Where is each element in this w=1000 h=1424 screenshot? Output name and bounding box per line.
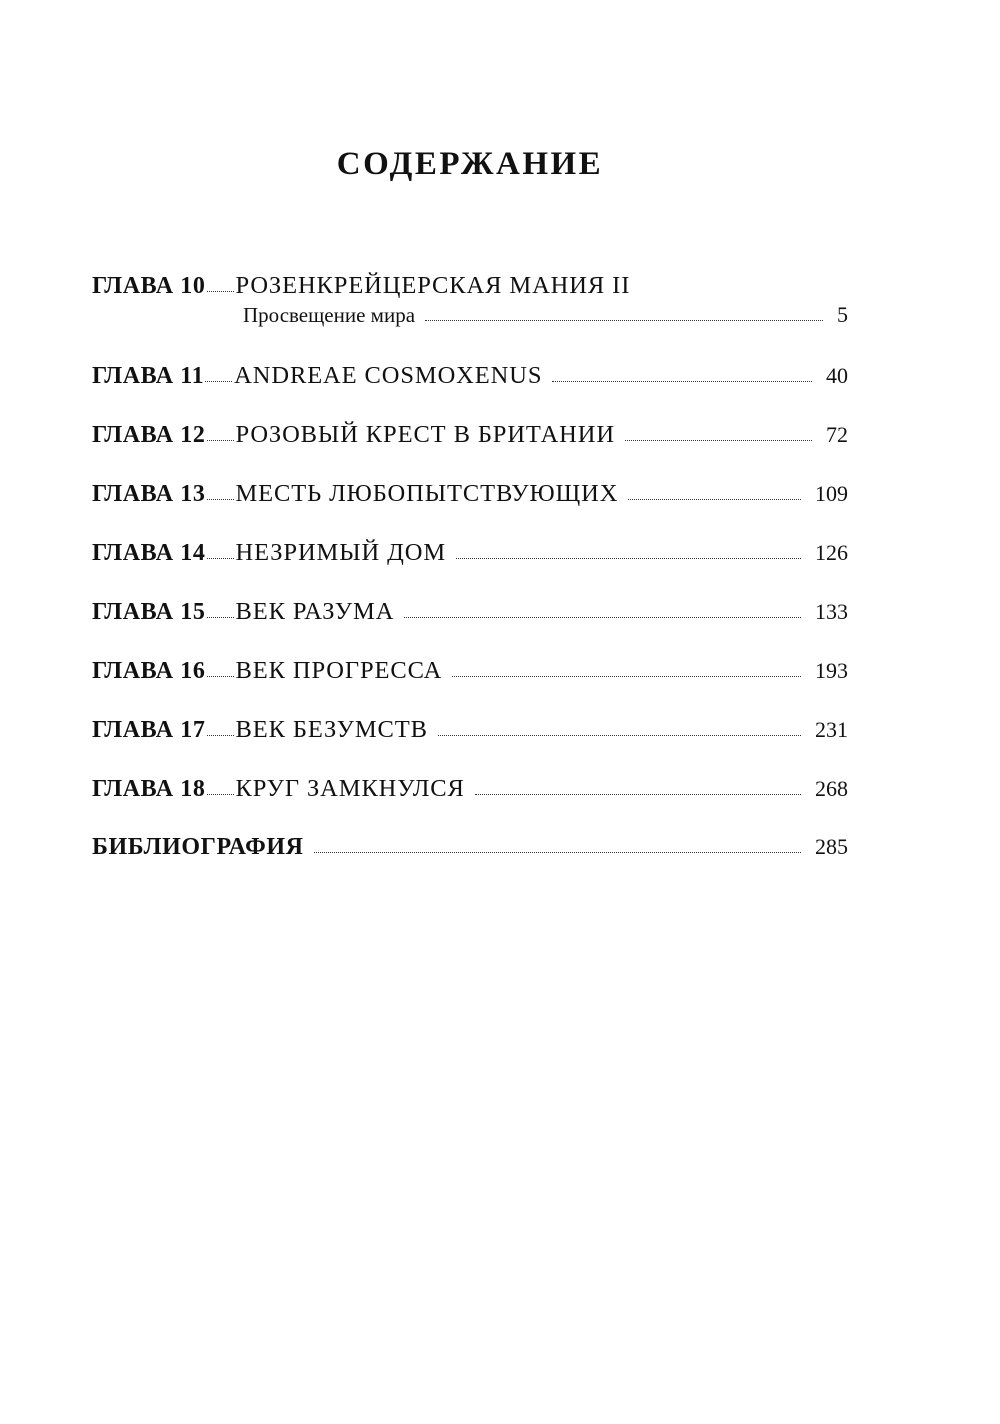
toc-page-number: 268 [815, 776, 848, 801]
toc-leader [207, 617, 234, 618]
toc-leader [207, 440, 234, 441]
toc-page-number: 193 [815, 658, 848, 683]
toc-page-number: 72 [826, 422, 848, 447]
toc-leader [628, 499, 801, 500]
toc-leader [452, 676, 801, 677]
toc-chapter-title: НЕЗРИМЫЙ ДОМ [235, 539, 447, 566]
page-title: СОДЕРЖАНИЕ [336, 146, 604, 182]
toc-page-number: 5 [837, 302, 848, 327]
toc-chapter-title: ВЕК РАЗУМА [235, 598, 395, 625]
toc-chapter-title: КРУГ ЗАМКНУЛСЯ [235, 775, 465, 802]
toc-entry-chapter-13[interactable] [92, 480, 848, 508]
toc-entry-chapter-14[interactable] [92, 539, 848, 567]
toc-page-number: 285 [815, 834, 848, 859]
toc-page-number: 126 [815, 540, 848, 565]
toc-leader [475, 794, 801, 795]
toc-leader [207, 735, 234, 736]
toc-chapter-label: ГЛАВА 10 [92, 273, 206, 299]
toc-chapter-title: МЕСТЬ ЛЮБОПЫТСТВУЮЩИХ [235, 480, 619, 507]
toc-leader [625, 440, 812, 441]
toc-chapter-subtitle: Просвещение мира [243, 303, 416, 327]
toc-entry-chapter-15[interactable] [92, 598, 848, 626]
toc-leader [456, 558, 801, 559]
toc-leader [207, 499, 234, 500]
toc-leader [404, 617, 801, 618]
toc-leader [207, 794, 234, 795]
toc-leader [438, 735, 801, 736]
toc-leader [552, 381, 812, 382]
toc-bibliography-label: БИБЛИОГРАФИЯ [92, 834, 304, 860]
toc-entry-chapter-10[interactable] [92, 272, 848, 328]
toc-entry-chapter-11[interactable] [92, 362, 848, 390]
toc-leader [207, 291, 234, 292]
toc-page-number: 40 [826, 363, 848, 388]
toc-page-number: 133 [815, 599, 848, 624]
toc-chapter-label: ГЛАВА 12 [92, 422, 206, 448]
toc-chapter-label: ГЛАВА 18 [92, 776, 206, 802]
toc-leader [207, 558, 234, 559]
toc-leader [425, 320, 823, 321]
toc-chapter-title: ВЕК ПРОГРЕССА [235, 657, 443, 684]
toc-entry-chapter-16[interactable] [92, 657, 848, 685]
toc-page-number: 109 [815, 481, 848, 506]
toc-entry-bibliography[interactable] [92, 834, 848, 861]
toc-leader [207, 676, 234, 677]
toc-chapter-label: ГЛАВА 11 [92, 363, 205, 389]
toc-leader [314, 852, 801, 853]
toc-chapter-label: ГЛАВА 16 [92, 658, 206, 684]
toc-chapter-label: ГЛАВА 14 [92, 540, 206, 566]
toc-chapter-title: ВЕК БЕЗУМСТВ [235, 716, 428, 743]
toc-chapter-title: РОЗЕНКРЕЙЦЕРСКАЯ МАНИЯ II [235, 272, 631, 299]
toc-chapter-label: ГЛАВА 15 [92, 599, 206, 625]
toc-page-number: 231 [815, 717, 848, 742]
toc-chapter-label: ГЛАВА 17 [92, 717, 206, 743]
toc-chapter-label: ГЛАВА 13 [92, 481, 206, 507]
toc-chapter-title: ANDREAE COSMOXENUS [234, 362, 543, 389]
toc-entry-chapter-17[interactable] [92, 716, 848, 744]
toc-chapter-title: РОЗОВЫЙ КРЕСТ В БРИТАНИИ [235, 421, 615, 448]
toc-entry-chapter-18[interactable] [92, 775, 848, 803]
toc-entry-chapter-12[interactable] [92, 421, 848, 449]
toc-leader [205, 381, 232, 382]
